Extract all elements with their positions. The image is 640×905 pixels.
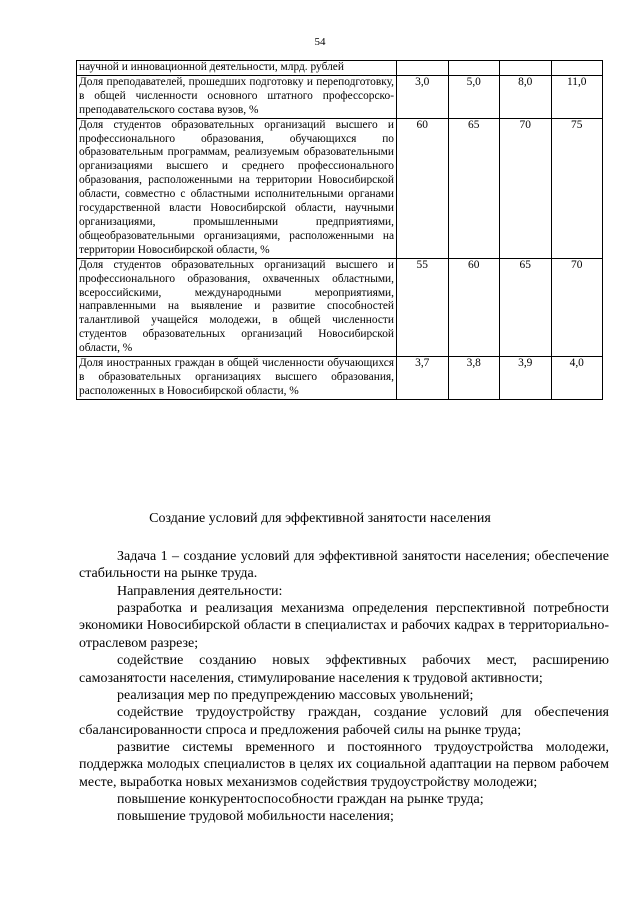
indicator-value: 3,9: [500, 357, 552, 400]
table-row: [77, 75, 603, 118]
indicator-value: 60: [397, 118, 449, 258]
indicator-value: [397, 61, 449, 76]
indicator-value: 3,7: [397, 357, 449, 400]
indicator-value: 4,0: [551, 357, 603, 400]
indicator-value: 5,0: [448, 75, 500, 118]
indicator-value: 3,8: [448, 357, 500, 400]
indicator-label: Доля студентов образовательных организаций высшего и профессионального образования, обучающихся по образовательным программам, реализуемым образовательными организациями высшего и среднего профессионального образования, расположенными на территории Новосибирской области, совместно с областными исполнительными органами государственной власти Новосибирской области, научными организациями, промышленными предприятиями, общеобразовательными организациями, расположенными на территории Новосибирской области, %: [77, 118, 397, 258]
direction-item: реализация мер по предупреждению массовых увольнений;: [117, 687, 474, 703]
indicator-value: [551, 61, 603, 76]
direction-item: разработка и реализация механизма определения перспективной потребности экономики Новосибирской области в специалистах и рабочих кадрах в территориально-отраслевом разрезе;: [79, 601, 609, 651]
table-row: [77, 357, 603, 400]
indicator-value: 8,0: [500, 75, 552, 118]
indicator-value: 60: [448, 258, 500, 356]
indicator-value: [448, 61, 500, 76]
indicator-label: Доля студентов образовательных организаций высшего и профессионального образования, охваченных областными, всероссийскими, международными мероприятиями, направленными на выявление и развитие способностей талантливой учащейся молодежи, в общей численности студентов образовательных организаций Новосибирской области, %: [77, 258, 397, 356]
directions-heading: Направления деятельности:: [117, 583, 283, 599]
direction-item: содействие трудоустройству граждан, создание условий для обеспечения сбалансированности спроса и предложения рабочей силы на рынке труда;: [79, 705, 609, 738]
section-title: Создание условий для эффективной занятости населения: [149, 511, 491, 526]
indicator-value: 11,0: [551, 75, 603, 118]
table-row: [77, 61, 603, 76]
indicator-value: 3,0: [397, 75, 449, 118]
page-number: 54: [314, 36, 326, 48]
indicator-label: Доля иностранных граждан в общей численности обучающихся в образовательных организациях высшего образования, расположенных в Новосибирской области, %: [77, 357, 397, 400]
indicator-value: 70: [500, 118, 552, 258]
table-row: [77, 258, 603, 356]
direction-item: содействие созданию новых эффективных рабочих мест, расширению самозанятости населения, стимулирование населения к трудовой активности;: [79, 653, 609, 686]
indicator-value: 70: [551, 258, 603, 356]
task-paragraph: Задача 1 – создание условий для эффективной занятости населения; обеспечение стабильности на рынке труда.: [79, 549, 609, 582]
table-row: [77, 118, 603, 258]
indicator-value: 65: [448, 118, 500, 258]
indicator-value: 55: [397, 258, 449, 356]
indicator-label: научной и инновационной деятельности, млрд. рублей: [77, 61, 397, 76]
direction-item: развитие системы временного и постоянного трудоустройства молодежи, поддержка молодых специалистов в целях их социальной адаптации на первом рабочем месте, выработка новых механизмов содействия трудоустройству молодежи;: [79, 739, 609, 790]
direction-item: повышение трудовой мобильности населения;: [117, 809, 394, 825]
indicator-label: Доля преподавателей, прошедших подготовку и переподготовку, в общей численности основного штатного профессорско-преподавательского состава вузов, %: [77, 75, 397, 118]
indicator-value: 65: [500, 258, 552, 356]
indicators-table: [76, 60, 603, 400]
section-body: [79, 548, 609, 826]
direction-item: повышение конкурентоспособности граждан на рынке труда;: [117, 792, 484, 808]
indicator-value: 75: [551, 118, 603, 258]
indicator-value: [500, 61, 552, 76]
